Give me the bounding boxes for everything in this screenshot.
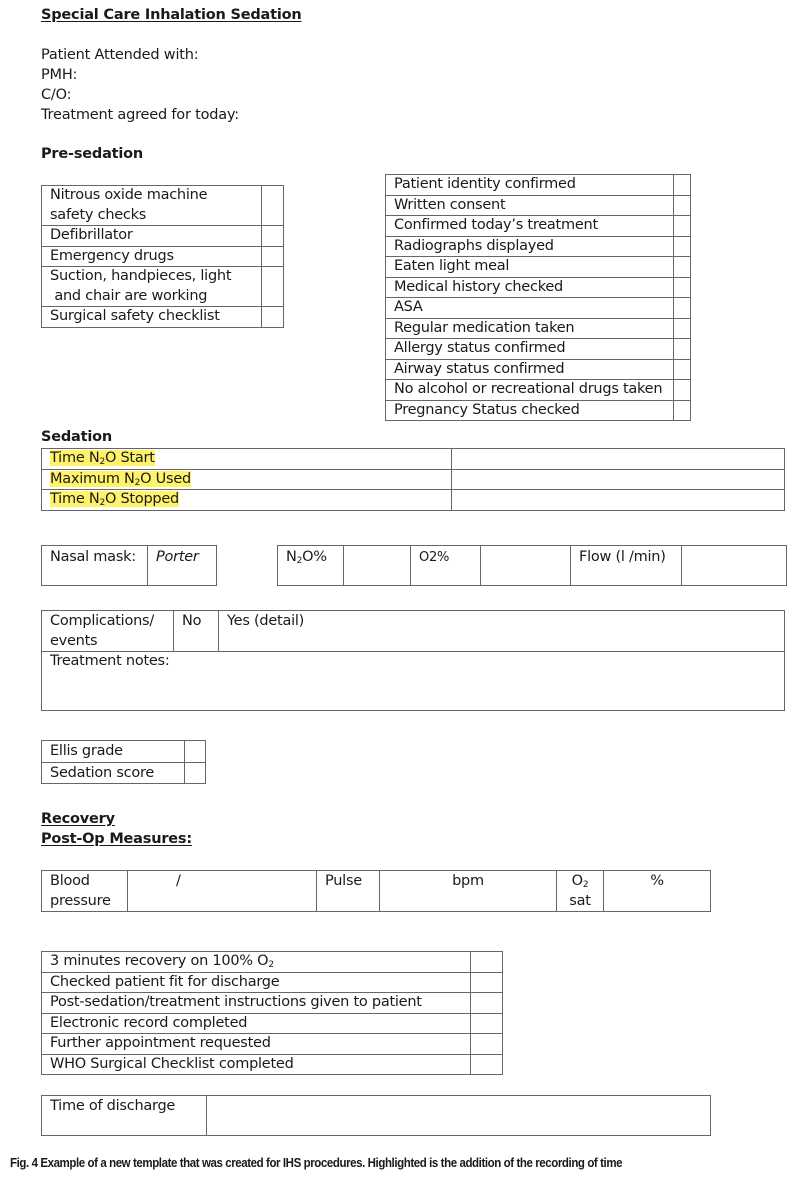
check-label: Patient identity confirmed <box>386 175 674 196</box>
post-op-measures-table: Blood pressure / Pulse bpm $O_2$ sat % <box>41 870 711 912</box>
check-label: Suction, handpieces, light <box>50 268 232 284</box>
flow-label: Flow (l /min) <box>571 546 682 586</box>
o2-sat-field[interactable] <box>604 871 711 912</box>
check-label: Post-sedation/treatment instructions given to patient <box>42 993 471 1014</box>
check-box[interactable] <box>471 952 503 973</box>
pre-sedation-heading: Pre-sedation <box>41 146 144 162</box>
scores-table <box>41 740 206 784</box>
table-row <box>386 277 691 298</box>
check-box[interactable] <box>471 972 503 993</box>
bpm-unit: bpm <box>452 873 484 889</box>
patient-attended-with-label: Patient Attended with: <box>41 47 199 63</box>
maximum-n2o-used-label: Maximum $N_2O$ Used <box>50 470 191 488</box>
check-label: Electronic record completed <box>42 1013 471 1034</box>
check-box[interactable] <box>674 216 691 237</box>
flow-field[interactable] <box>682 546 787 586</box>
equipment-checks-table <box>41 185 284 328</box>
nasal-mask-table <box>41 545 217 586</box>
time-n2o-stopped-field[interactable] <box>452 490 785 511</box>
check-box[interactable] <box>471 1034 503 1055</box>
check-box[interactable] <box>674 257 691 278</box>
check-box[interactable] <box>674 175 691 196</box>
sedation-score-label: Sedation score <box>42 762 185 784</box>
o2-percent-field[interactable] <box>481 546 571 586</box>
table-row <box>386 175 691 196</box>
time-of-discharge-label: Time of discharge <box>42 1096 207 1136</box>
pulse-field[interactable] <box>380 871 557 912</box>
time-n2o-start-label: Time $N_2O$ Start <box>50 450 155 467</box>
table-row <box>386 318 691 339</box>
percent-unit: % <box>650 873 664 889</box>
ellis-grade-label: Ellis grade <box>42 741 185 763</box>
check-label: ASA <box>386 298 674 319</box>
table-row <box>386 400 691 421</box>
check-box[interactable] <box>674 339 691 360</box>
table-row <box>42 449 785 470</box>
treatment-agreed-label: Treatment agreed for today: <box>41 107 239 123</box>
table-row <box>386 298 691 319</box>
check-box[interactable] <box>674 359 691 380</box>
table-row <box>42 762 206 784</box>
table-row: Nitrous oxide machine safety checks <box>42 186 284 226</box>
table-row <box>42 307 284 328</box>
check-box[interactable] <box>471 1054 503 1075</box>
check-box[interactable] <box>674 380 691 401</box>
recovery-checklist-table <box>41 951 503 1075</box>
check-label: Written consent <box>386 195 674 216</box>
blood-pressure-label: Blood <box>50 873 90 889</box>
table-row <box>42 993 503 1014</box>
check-label: Medical history checked <box>386 277 674 298</box>
check-label: Nitrous oxide machine <box>50 187 208 203</box>
table-row: Suction, handpieces, light and chair are working <box>42 267 284 307</box>
check-box[interactable] <box>674 277 691 298</box>
n2o-percent-label: $N_2O\%$ <box>278 546 344 586</box>
sedation-heading: Sedation <box>41 429 113 445</box>
check-box[interactable] <box>471 993 503 1014</box>
patient-checks-table <box>385 174 691 421</box>
treatment-notes-field[interactable] <box>42 652 785 711</box>
n2o-percent-field[interactable] <box>344 546 411 586</box>
complications-no-option[interactable]: No <box>174 611 219 652</box>
check-label: 3 minutes recovery on 100% $O_2$ <box>42 952 471 973</box>
figure-caption: Fig. 4 Example of a new template that was created for IHS procedures. Highlighted is the addition of the recording of time <box>10 1156 623 1170</box>
table-row <box>386 195 691 216</box>
check-label: Checked patient fit for discharge <box>42 972 471 993</box>
complications-table: Complications/ events No Yes (detail) Treatment notes: <box>41 610 785 711</box>
table-row <box>42 1034 503 1055</box>
nasal-mask-value[interactable]: Porter <box>148 546 217 586</box>
check-label: Surgical safety checklist <box>42 307 262 328</box>
check-box[interactable] <box>262 246 284 267</box>
check-box[interactable] <box>674 318 691 339</box>
gas-settings-table <box>277 545 787 586</box>
check-label: Eaten light meal <box>386 257 674 278</box>
table-row <box>386 359 691 380</box>
check-box[interactable] <box>674 236 691 257</box>
table-row <box>42 1013 503 1034</box>
check-box[interactable] <box>674 400 691 421</box>
check-label: Emergency drugs <box>42 246 262 267</box>
table-row <box>386 216 691 237</box>
table-row <box>386 339 691 360</box>
table-row <box>386 236 691 257</box>
table-row <box>42 490 785 511</box>
o2-percent-label: O2% <box>411 546 481 586</box>
table-row <box>42 226 284 247</box>
table-row <box>386 380 691 401</box>
table-row <box>42 741 206 763</box>
check-label: No alcohol or recreational drugs taken <box>386 380 674 401</box>
table-row <box>42 246 284 267</box>
post-op-measures-heading: Post-Op Measures: <box>41 831 192 847</box>
discharge-table <box>41 1095 711 1136</box>
nasal-mask-label: Nasal mask: <box>42 546 148 586</box>
time-n2o-start-field[interactable] <box>452 449 785 470</box>
check-box[interactable] <box>262 186 284 226</box>
co-label: C/O: <box>41 87 72 103</box>
sedation-times-table <box>41 448 785 511</box>
check-label: Further appointment requested <box>42 1034 471 1055</box>
check-label: Pregnancy Status checked <box>386 400 674 421</box>
check-box[interactable] <box>262 267 284 307</box>
check-box[interactable] <box>674 298 691 319</box>
check-label: Airway status confirmed <box>386 359 674 380</box>
pmh-label: PMH: <box>41 67 78 83</box>
check-box[interactable] <box>471 1013 503 1034</box>
check-label: WHO Surgical Checklist completed <box>42 1054 471 1075</box>
complications-yes-detail[interactable]: Yes (detail) <box>219 611 785 652</box>
check-box[interactable] <box>262 226 284 247</box>
check-box[interactable] <box>262 307 284 328</box>
sedation-score-field[interactable] <box>185 762 206 784</box>
time-n2o-stopped-label: Time $N_2O$ Stopped <box>50 491 180 508</box>
recovery-heading: Recovery <box>41 811 115 827</box>
check-label: Defibrillator <box>42 226 262 247</box>
table-row <box>42 952 503 973</box>
table-row <box>42 1054 503 1075</box>
time-of-discharge-field[interactable] <box>207 1096 711 1136</box>
maximum-n2o-used-field[interactable] <box>452 469 785 490</box>
check-label: Allergy status confirmed <box>386 339 674 360</box>
table-row <box>42 469 785 490</box>
pulse-label: Pulse <box>317 871 380 912</box>
blood-pressure-field[interactable]: / <box>128 871 317 912</box>
ellis-grade-field[interactable] <box>185 741 206 763</box>
complications-label: Complications/ <box>50 613 154 629</box>
treatment-notes-label: Treatment notes: <box>50 653 170 669</box>
page-title: Special Care Inhalation Sedation <box>41 7 302 23</box>
o2-sat-label: $O_2$ sat <box>557 871 604 912</box>
table-row <box>42 972 503 993</box>
check-box[interactable] <box>674 195 691 216</box>
table-row <box>386 257 691 278</box>
check-label: Radiographs displayed <box>386 236 674 257</box>
check-label: Regular medication taken <box>386 318 674 339</box>
check-label: Confirmed today’s treatment <box>386 216 674 237</box>
